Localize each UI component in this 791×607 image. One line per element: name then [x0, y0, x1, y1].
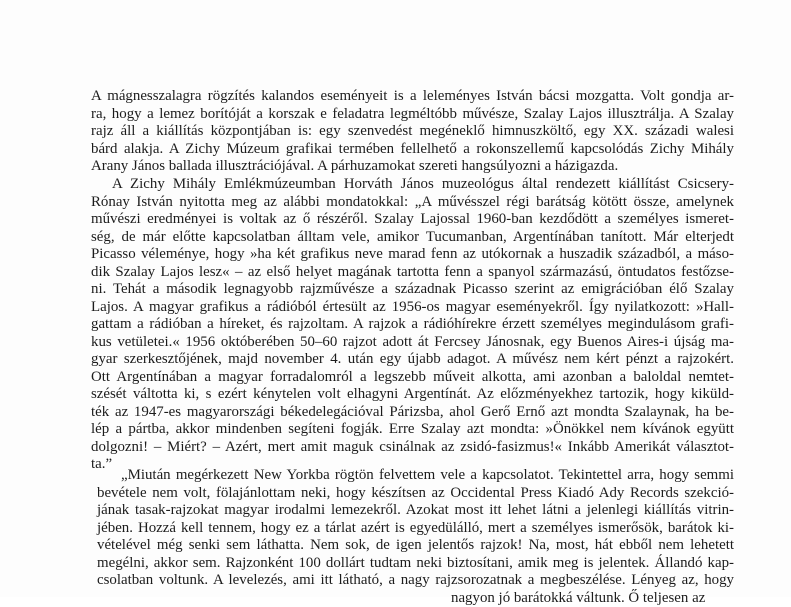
- text-line: Arany János ballada illusztrációjával. A párhuzamokat szereti hangsúlyozni a házigazda.: [91, 158, 734, 176]
- text-line: ra, hogy a lemez borítóját a korszak e feladatra legméltóbb művésze, Szalay Lajos illusztrálja. A Szalay: [91, 106, 734, 124]
- text-line: ték az 1947-es magyarországi békedelegációval Párizsba, ahol Gerő Ernő azt mondta Szalaynak, ha be-: [91, 404, 734, 422]
- text-line: dolgozni! – Miért? – Azért, mert amit maguk csinálnak az zsidó-fasizmus!« Inkább Amerikát választot-: [91, 439, 734, 457]
- text-line: dik Szalay Lajos lesz« – az első helyet magának tartotta fenn a spanyol származású, öntudatos festőzse-: [91, 264, 734, 282]
- text-line: ni. Tehát a második legnagyobb rajzművésze a századnak Picasso szerint az emigrációban élő Szalay: [91, 281, 734, 299]
- paragraph-2: [91, 176, 734, 474]
- text-line: Rónay István nyitotta meg az alábbi mondatokkal: „A művésszel régi barátság kötött össze, amelynek: [91, 194, 734, 212]
- text-line: A mágnesszalagra rögzítés kalandos eseményeit is a leleményes István bácsi mozgatta. Volt gondja ar-: [91, 88, 734, 106]
- paragraph-3: [91, 467, 734, 607]
- text-line: szését váltotta ki, s ezért kénytelen volt elhagyni Argentínát. Az előzményekhez tartozik, hogy kiküld-: [91, 386, 734, 404]
- text-line: rajz áll a kiállítás központjában is: egy szenvedést megéneklő himnuszköltő, egy XX. századi walesi: [91, 123, 734, 141]
- text-line: vételével még senki sem láthatta. Nem sok, de igen jelentős rajzok! Na, most, hát ebből nem lehetett: [91, 537, 734, 555]
- text-line: megélni, akkor sem. Rajzonként 100 dollárt tudtam neki biztosítani, amik meg is jelentek. Állandó kap-: [91, 555, 734, 573]
- text-line: gyar szerkesztőjének, majd november 4. után egy újabb adagot. A művész nem kért pénzt a rajzokért.: [91, 351, 734, 369]
- text-line: bárd alakja. A Zichy Múzeum grafikai termében fellelhető a rokonszellemű kapcsolódás Zichy Mihály: [91, 141, 734, 159]
- text-line: ta.”: [91, 456, 734, 474]
- text-line: jében. Hozzá kell tennem, hogy ez a tárlat azért is egyedülálló, mert a személyes ismerősök, barátok ki-: [91, 520, 734, 538]
- text-line: művészi eredményei is voltak az ő részéről. Szalay Lajossal 1960-ban kezdődött a személyes ismeret-: [91, 211, 734, 229]
- text-line: Picasso véleménye, hogy »ha két grafikus neve marad fenn az utókornak a huszadik századból, a máso-: [91, 246, 734, 264]
- text-line: „Miután megérkezett New Yorkba rögtön felvettem vele a kapcsolatot. Tekintettel arra, hogy semmi: [91, 467, 734, 485]
- text-line: Ott Argentínában a magyar forradalomról a legszebb műveit alkotta, ami azonban a baloldal nemtet-: [91, 369, 734, 387]
- text-line: A Zichy Mihály Emlékmúzeumban Horváth János muzeológus által rendezett kiállítást Csicsery-: [91, 176, 734, 194]
- paragraph-1: [91, 88, 734, 176]
- text-line: bevétele nem volt, fölajánlottam neki, hogy készítsen az Occidental Press Kiadó Ady Records szekció-: [91, 485, 734, 503]
- text-line: lép a pártba, akkor mindenben segíteni fogják. Erre Szalay azt mondta: »Önökkel nem kívánok együtt: [91, 421, 734, 439]
- text-line: nagyon jó barátokká váltunk. Ő teljesen az: [91, 590, 734, 607]
- text-line: csolatban voltunk. A levelezés, ami itt látható, a nagy rajzsorozatnak a megbeszélése. Lényeg az, hogy: [91, 572, 734, 590]
- text-line: Lajos. A magyar grafikus a rádióból értesült az 1956-os magyar eseményekről. Így nyilatkozott: »Hall-: [91, 299, 734, 317]
- text-line: gattam a rádióban a híreket, és rajzoltam. A rajzok a rádióhírekre érzett személyes megindulásom grafi-: [91, 316, 734, 334]
- text-line: ség, de már előtte kapcsolatban álltam vele, amikor Tucumanban, Argentínában tanított. Már elterjedt: [91, 229, 734, 247]
- text-line: kus vetületei.« 1956 októberében 50–60 rajzot adott át Fercsey Jánosnak, egy Buenos Aires-i újság ma-: [91, 334, 734, 352]
- text-line: jának tasak-rajzokat magyar irodalmi lemezekről. Azokat most itt lehet látni a jelenlegi kiállítás vitrin-: [91, 502, 734, 520]
